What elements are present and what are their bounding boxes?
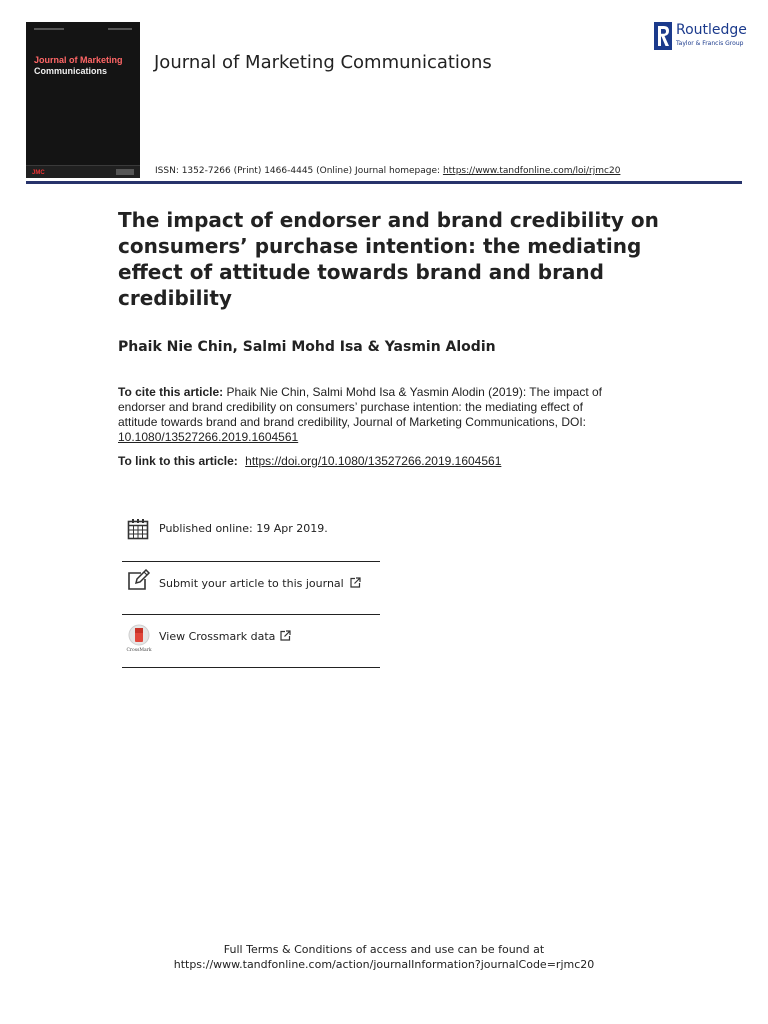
external-link-icon xyxy=(280,630,291,641)
cover-footer-strip xyxy=(26,165,140,178)
submit-article-link[interactable] xyxy=(159,577,361,590)
issn-line xyxy=(155,166,620,176)
article-title: The impact of endorser and brand credibility on consumers’ purchase intention: the mediating effect of attitude towards brand and brand credibility xyxy=(118,208,659,310)
external-link-icon xyxy=(350,577,361,588)
cover-jmc-mark: JMC xyxy=(32,170,45,176)
citation-block xyxy=(118,385,618,445)
crossmark-icon-label: CrossMark xyxy=(126,648,152,652)
cover-publisher-mark xyxy=(116,169,134,175)
routledge-r-icon xyxy=(654,22,672,50)
published-online-text: Published online: 19 Apr 2019. xyxy=(159,522,328,535)
cover-small-text xyxy=(108,28,132,30)
article-doi-url[interactable]: https://doi.org/10.1080/13527266.2019.1604561 xyxy=(245,454,502,468)
crossmark-link[interactable] xyxy=(159,630,291,643)
crossmark-row[interactable] xyxy=(122,618,380,668)
publisher-tagline: Taylor & Francis Group xyxy=(676,40,744,47)
crossmark-icon xyxy=(126,624,152,652)
edit-icon xyxy=(127,569,151,591)
submit-article-row[interactable] xyxy=(122,565,380,615)
calendar-icon xyxy=(127,518,149,540)
header-divider xyxy=(26,181,742,184)
cover-title: Journal of Marketing xyxy=(34,55,123,65)
published-online-row xyxy=(122,512,380,562)
submit-article-text: Submit your article to this journal xyxy=(159,577,344,590)
link-label: To link to this article: xyxy=(118,454,238,468)
publisher-name: Routledge xyxy=(676,22,747,38)
citation-text: Phaik Nie Chin, Salmi Mohd Isa & Yasmin Alodin (2019): The impact of endorser and brand credibility on consumers’ purchase intention: the mediating effect of attitude towards brand and brand credibility, Journal of Marketing Communications, DOI: xyxy=(118,385,602,429)
journal-homepage-link[interactable]: https://www.tandfonline.com/loi/rjmc20 xyxy=(442,166,621,176)
cover-small-text xyxy=(34,28,64,30)
citation-label: To cite this article: xyxy=(118,385,224,399)
citation-doi-link[interactable]: 10.1080/13527266.2019.1604561 xyxy=(118,430,299,444)
info-divider xyxy=(122,667,380,668)
cover-subtitle: Communications xyxy=(34,66,108,76)
crossmark-text: View Crossmark data xyxy=(159,630,276,643)
footer-terms xyxy=(0,942,768,972)
article-authors: Phaik Nie Chin, Salmi Mohd Isa & Yasmin Alodin xyxy=(118,339,496,355)
issn-text: ISSN: 1352-7266 (Print) 1466-4445 (Online) Journal homepage: xyxy=(155,166,441,176)
article-link-line xyxy=(118,454,501,468)
journal-name: Journal of Marketing Communications xyxy=(154,52,492,73)
info-divider xyxy=(122,561,380,562)
footer-line-1: Full Terms & Conditions of access and use can be found at xyxy=(223,943,545,956)
journal-cover-image xyxy=(26,22,140,178)
info-divider xyxy=(122,614,380,615)
footer-terms-link[interactable]: https://www.tandfonline.com/action/journalInformation?journalCode=rjmc20 xyxy=(173,958,595,971)
